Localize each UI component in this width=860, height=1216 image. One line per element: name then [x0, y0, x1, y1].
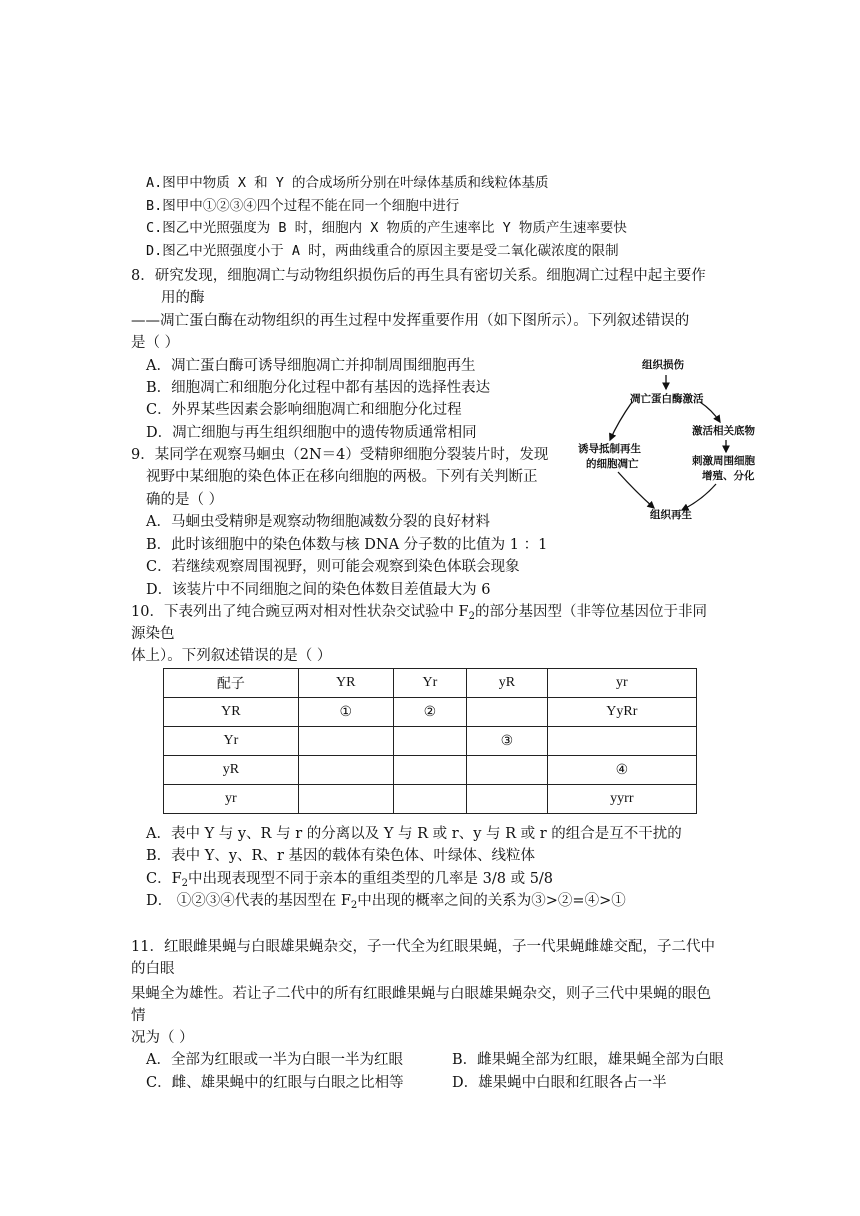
table-cell: yyrr	[547, 785, 696, 814]
q10-option-d: D． ①②③④代表的基因型在 $F_2$中出现的概率之间的关系为③>②=④>①	[146, 893, 626, 911]
node-caspase-activation: 凋亡蛋白酶激活	[630, 393, 704, 405]
table-row	[164, 785, 697, 814]
table-cell	[393, 727, 466, 756]
table-cell: yr	[164, 785, 299, 814]
node-tissue-damage: 组织损伤	[642, 359, 684, 371]
q11-stem-line5: 况为（ ）	[131, 1030, 194, 1046]
q11-option-a: A．全部为红眼或一半为白眼一半为红眼	[146, 1052, 403, 1068]
table-header-cell: Yr	[393, 669, 466, 698]
q9-stem-line3: 确的是（ ）	[146, 492, 224, 508]
q8-stem-line1: 8．研究发现，细胞凋亡与动物组织损伤后的再生具有密切关系。细胞凋亡过程中起主要作	[131, 268, 706, 284]
table-cell: YyRr	[547, 698, 696, 727]
q9-stem-line2: 视野中某细胞的染色体正在移向细胞的两极。下列有关判断正	[146, 469, 538, 485]
table-cell	[298, 785, 393, 814]
table-cell	[393, 756, 466, 785]
table-cell	[393, 785, 466, 814]
q8-option-b: B．细胞凋亡和细胞分化过程中都有基因的选择性表达	[146, 380, 491, 396]
table-cell: ①	[298, 698, 393, 727]
table-cell	[467, 756, 548, 785]
table-cell: Yr	[164, 727, 299, 756]
q9-option-b: B．此时该细胞中的染色体数与核 DNA 分子数的比值为 1 ：1	[146, 537, 548, 553]
node-induce-apoptosis-2: 的细胞凋亡	[586, 458, 639, 470]
table-row	[164, 727, 697, 756]
node-stimulate-cells-2: 增殖、分化	[702, 470, 755, 482]
table-header-cell: YR	[298, 669, 393, 698]
q10-option-c: C．$F_2$中出现表现型不同于亲本的重组类型的几率是 3/8 或 5/8	[146, 871, 554, 889]
q10-stem-line3: 体上）。下列叙述错误的是（ ）	[131, 648, 332, 664]
table-header-cell: yR	[467, 669, 548, 698]
q10-option-b: B．表中 Y、y、R、r 基因的载体有染色体、叶绿体、线粒体	[146, 848, 535, 864]
q11-stem-line1: 11．红眼雌果蝇与白眼雄果蝇杂交，子一代全为红眼果蝇，子一代果蝇雌雄交配，子二代中	[131, 939, 715, 955]
table-cell: ②	[393, 698, 466, 727]
q11-option-d: D．雄果蝇中白眼和红眼各占一半	[452, 1075, 667, 1091]
q10-stem-line2: 源染色	[131, 626, 175, 642]
q11-stem-line2: 的白眼	[131, 961, 175, 977]
q8-option-c: C．外界某些因素会影响细胞凋亡和细胞分化过程	[146, 402, 462, 418]
q11-option-b: B．雌果蝇全部为红眼，雄果蝇全部为白眼	[452, 1052, 724, 1068]
table-row	[164, 698, 697, 727]
node-induce-apoptosis-1: 诱导抵制再生	[578, 443, 641, 455]
q7-option-c: C.图乙中光照强度为 B 时，细胞内 X 物质的产生速率比 Y 物质产生速率要快	[146, 220, 627, 236]
table-cell: YR	[164, 698, 299, 727]
q9-option-a: A．马蛔虫受精卵是观察动物细胞减数分裂的良好材料	[146, 514, 490, 530]
q9-option-d: D．该装片中不同细胞之间的染色体数目差值最大为 6	[146, 582, 491, 598]
q8-stem-line4: 是（ ）	[131, 335, 180, 351]
table-cell	[467, 698, 548, 727]
table-cell	[467, 785, 548, 814]
q9-stem-line1: 9．某同学在观察马蛔虫（2N＝4）受精卵细胞分裂装片时，发现	[131, 447, 549, 463]
node-activate-substrate: 激活相关底物	[692, 425, 755, 437]
q11-stem-line3: 果蝇全为雄性。若让子二代中的所有红眼雌果蝇与白眼雄果蝇杂交，则子三代中果蝇的眼色	[131, 986, 711, 1002]
q10-option-a: A．表中 Y 与 y、R 与 r 的分离以及 Y 与 R 或 r、y 与 R 或 r 的组合是互不干扰的	[146, 826, 682, 842]
q11-stem-line4: 情	[131, 1008, 146, 1024]
table-cell: ③	[467, 727, 548, 756]
q8-option-d: D．凋亡细胞与再生组织细胞中的遗传物质通常相同	[146, 425, 477, 441]
q7-option-d: D.图乙中光照强度小于 A 时，两曲线重合的原因主要是受二氧化碳浓度的限制	[146, 243, 619, 259]
table-cell: ④	[547, 756, 696, 785]
node-tissue-regeneration: 组织再生	[650, 509, 692, 521]
q7-option-a: A.图甲中物质 X 和 Y 的合成场所分别在叶绿体基质和线粒体基质	[146, 175, 549, 191]
q10-stem-line1: 10．下表列出了纯合豌豆两对相对性状杂交试验中 $F_2$的部分基因型（非等位基因位于非同	[131, 604, 707, 622]
q8-stem-line2: 用的酶	[161, 290, 205, 306]
q8-stem-line3: ——凋亡蛋白酶在动物组织的再生过程中发挥重要作用（如下图所示）。下列叙述错误的	[131, 313, 690, 329]
apoptosis-flow-diagram	[570, 356, 770, 530]
genotype-table	[163, 668, 697, 814]
table-cell	[298, 756, 393, 785]
table-header-cell: yr	[547, 669, 696, 698]
table-cell	[298, 727, 393, 756]
table-cell	[547, 727, 696, 756]
table-row	[164, 756, 697, 785]
q11-option-c: C．雌、雄果蝇中的红眼与白眼之比相等	[146, 1075, 404, 1091]
table-cell: yR	[164, 756, 299, 785]
table-header-cell: 配子	[164, 669, 299, 698]
table-header-row	[164, 669, 697, 698]
q7-option-b: B.图甲中①②③④四个过程不能在同一个细胞中进行	[146, 198, 460, 214]
node-stimulate-cells-1: 刺激周围细胞	[692, 455, 755, 467]
q9-option-c: C．若继续观察周围视野，则可能会观察到染色体联会现象	[146, 559, 520, 575]
q8-option-a: A．凋亡蛋白酶可诱导细胞凋亡并抑制周围细胞再生	[146, 358, 476, 374]
